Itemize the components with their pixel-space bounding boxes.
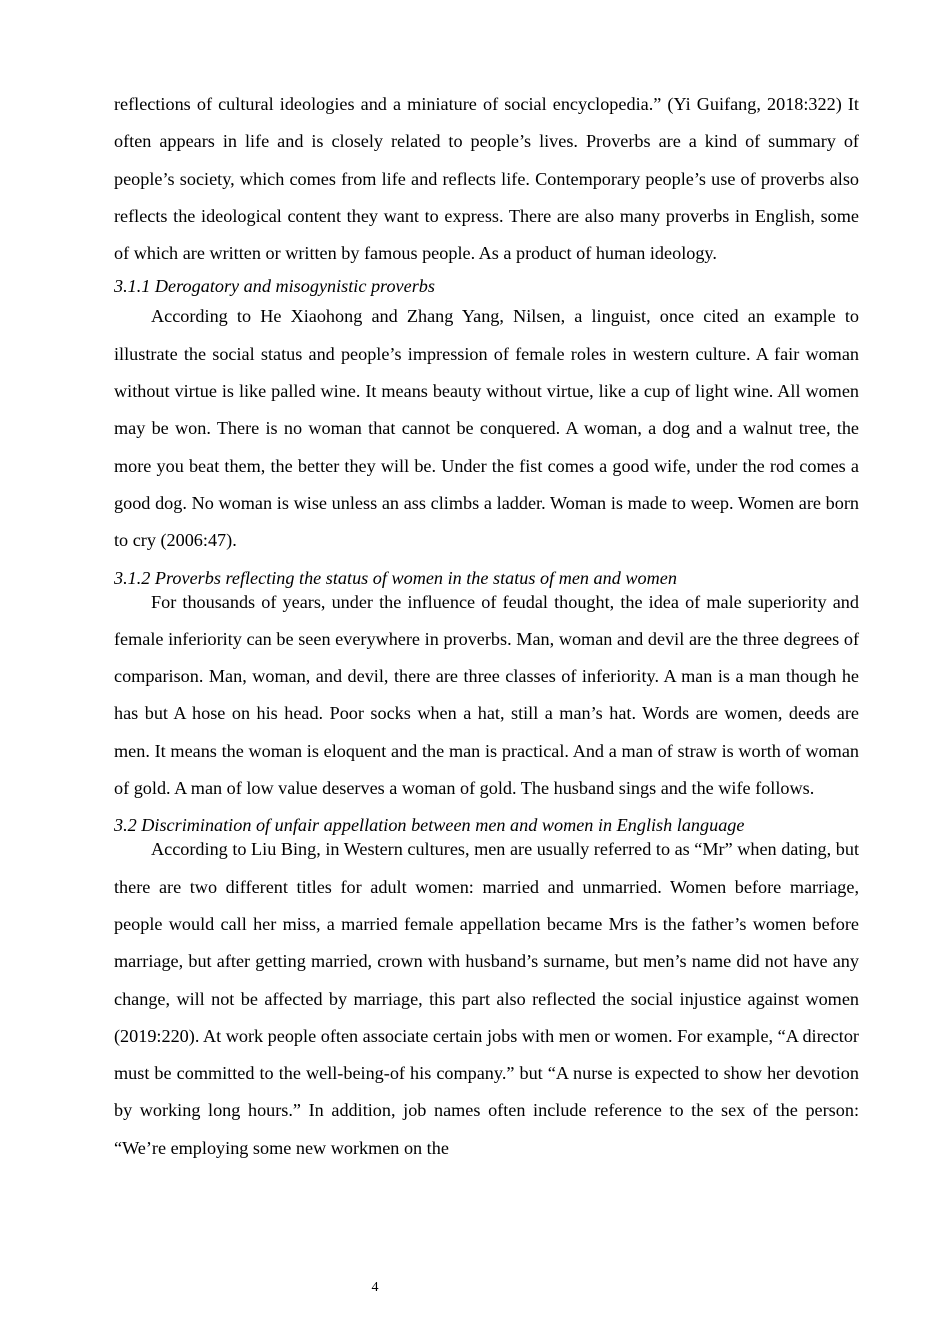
page-number: 4 bbox=[371, 1280, 379, 1295]
body-paragraph: reflections of cultural ideologies and a miniature of social encyclopedia.” (Yi Guifang, 2018:322) It often appears in life and is closely related to people’s lives. Proverbs are a kind of summary of people’s society, which comes from life and reflects life. Contemporary people’s use of proverbs also reflects the ideological content they want to express. There are also many proverbs in English, some of which are written or written by famous people. As a product of human ideology. bbox=[114, 94, 859, 264]
body-paragraph: According to Liu Bing, in Western cultures, men are usually referred to as “Mr” when dating, but there are two different titles for adult women: married and unmarried. Women before marriage, people would call her miss, a married female appellation became Mrs is the father’s women before marriage, but after getting married, crown with husband’s surname, but men’s name did not have any change, will not be affected by marriage, this part also reflected the social injustice against women (2019:220). At work people often associate certain jobs with men or women. For example, “A director must be committed to the well-being-of his company.” but “A nurse is expected to show her devotion by working long hours.” In addition, job names often include reference to the sex of the person: “We’re employing some new workmen on the bbox=[114, 839, 859, 1158]
section-heading-3-1-2: 3.1.2 Proverbs reflecting the status of women in the status of men and women bbox=[114, 567, 677, 588]
body-paragraph: For thousands of years, under the influence of feudal thought, the idea of male superiority and female inferiority can be seen everywhere in proverbs. Man, woman and devil are the three degrees of comparison. Man, woman, and devil, there are three classes of inferiority. A man is a man though he has but A hose on his head. Poor socks when a hat, still a man’s hat. Words are women, deeds are men. It means the woman is eloquent and the man is practical. And a man of straw is worth of woman of gold. A man of low value deserves a woman of gold. The husband sings and the wife follows. bbox=[114, 591, 859, 799]
page-body bbox=[114, 86, 859, 1167]
body-paragraph: According to He Xiaohong and Zhang Yang, Nilsen, a linguist, once cited an example to illustrate the social status and people’s impression of female roles in western culture. A fair woman without virtue is like palled wine. It means beauty without virtue, like a cup of light wine. All women may be won. There is no woman that cannot be conquered. A woman, a dog and a walnut tree, the more you beat them, the better they will be. Under the fist comes a good wife, under the rod comes a good dog. No woman is wise unless an ass climbs a ladder. Woman is made to weep. Women are born to cry (2006:47). bbox=[114, 306, 859, 551]
section-heading-3-2: 3.2 Discrimination of unfair appellation between men and women in English language bbox=[114, 815, 745, 836]
section-heading-3-1-1: 3.1.1 Derogatory and misogynistic proverbs bbox=[114, 276, 435, 297]
